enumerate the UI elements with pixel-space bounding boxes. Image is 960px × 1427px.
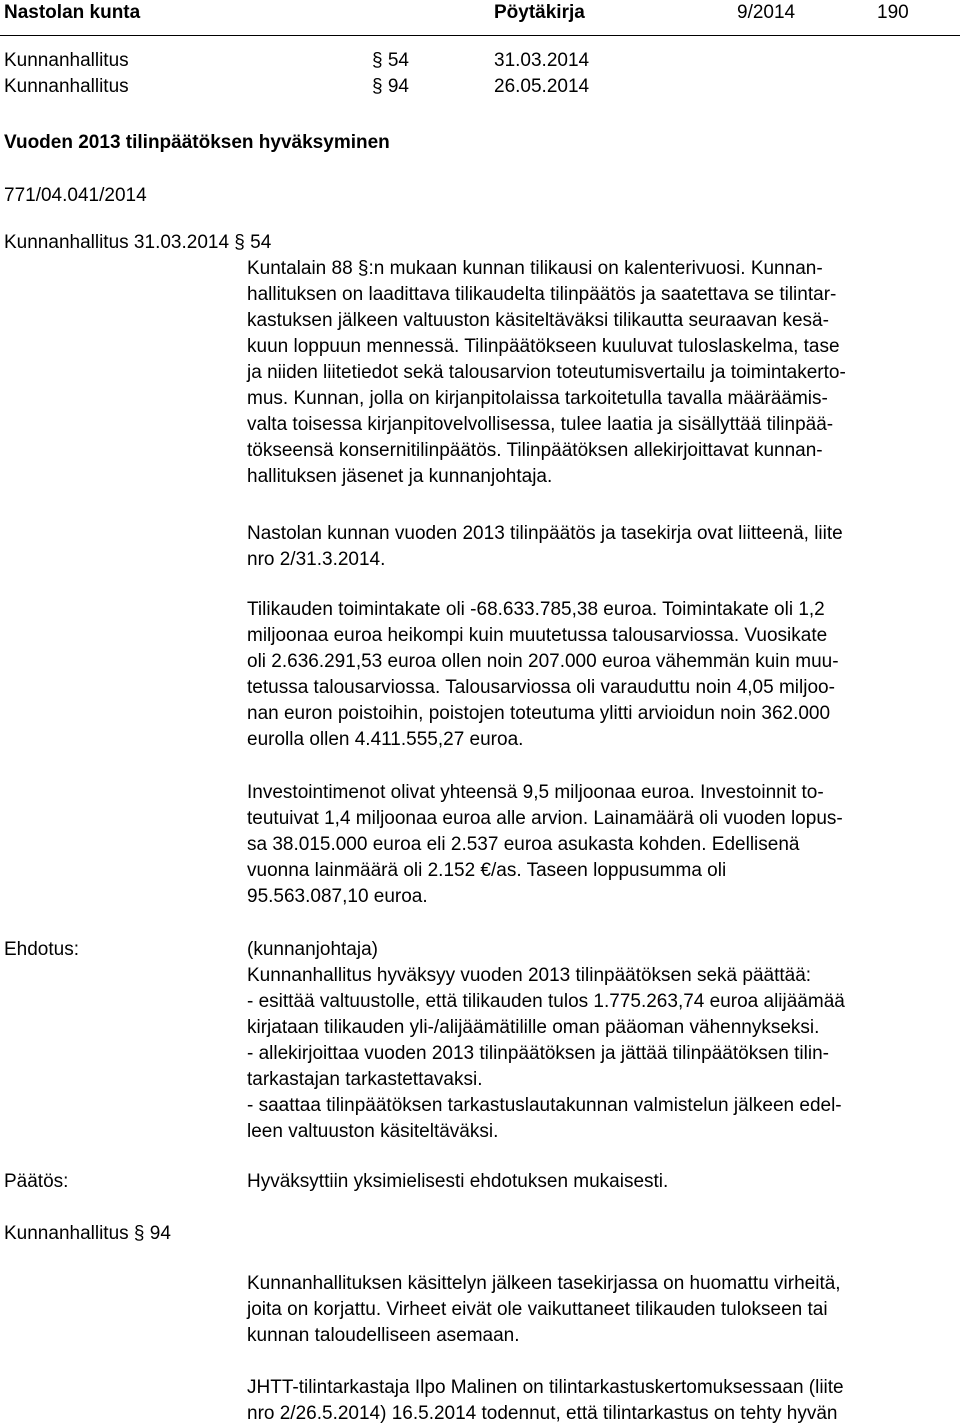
meeting-heading-1: Kunnanhallitus 31.03.2014 § 54 [4,232,272,253]
investments-paragraph [247,780,957,910]
attachment-line: Nastolan kunnan vuoden 2013 tilinpäätös ja tasekirja ovat liitteenä, liite [247,523,843,544]
proposal-text [247,937,957,1145]
results-line: tetussa talousarviossa. Talousarviossa oli varauduttu noin 4,05 miljoo- [247,677,835,698]
proposal-line: - allekirjoittaa vuoden 2013 tilinpäätöksen ja jättää tilinpäätöksen tilin- [247,1043,829,1064]
proposal-line: leen valtuuston käsiteltäväksi. [247,1121,499,1142]
intro-line: mus. Kunnan, jolla on kirjanpitolaissa tarkoitetulla tavalla määräämis- [247,388,828,409]
intro-line: kastuksen jälkeen valtuuston käsiteltäväksi tilikautta seuraavan kesä- [247,310,829,331]
investments-line: vuonna lainmäärä oli 2.152 €/as. Taseen loppusumma oli [247,860,727,881]
meeting-heading-2: Kunnanhallitus § 94 [4,1223,171,1244]
municipality-name: Nastolan kunta [4,2,141,23]
investments-line: teutuivat 1,4 miljoonaa euroa alle arvion. Lainamäärä oli vuoden lopus- [247,808,843,829]
investments-line: sa 38.015.000 euroa eli 2.537 euroa asukasta kohden. Edellisenä [247,834,800,855]
results-line: nan euron poistoihin, poistojen toteutuma ylitti arvioidun noin 362.000 [247,703,831,724]
proposal-line: kirjataan tilikauden yli-/alijäämätilille oman pääoman vähennykseksi. [247,1017,820,1038]
auditor-paragraph [247,1375,957,1427]
proposal-line: - esittää valtuustolle, että tilikauden tulos 1.775.263,74 euroa alijäämää [247,991,845,1012]
results-line: oli 2.636.291,53 euroa ollen noin 207.000 euroa vähemmän kuin muu- [247,651,839,672]
proposal-label: Ehdotus: [4,939,79,960]
attachment-paragraph [247,521,957,573]
correction-paragraph [247,1271,957,1349]
intro-line: hallituksen jäsenet ja kunnanjohtaja. [247,466,553,487]
history-date-2: 26.05.2014 [494,76,590,97]
investments-line: 95.563.087,10 euroa. [247,886,428,907]
record-number: 771/04.041/2014 [4,185,147,206]
intro-line: valta toisessa kirjanpitovelvollisessa, tulee laatia ja sisällyttää tilinpää- [247,414,834,435]
proposal-line: - saattaa tilinpäätöksen tarkastuslautakunnan valmistelun jälkeen edel- [247,1095,842,1116]
proposal-line: (kunnanjohtaja) [247,939,378,960]
results-paragraph [247,597,957,753]
intro-line: Kuntalain 88 §:n mukaan kunnan tilikausi on kalenterivuosi. Kunnan- [247,258,823,279]
history-date-1: 31.03.2014 [494,50,590,71]
proposal-line: tarkastajan tarkastettavaksi. [247,1069,483,1090]
history-section-2: § 94 [372,76,409,97]
intro-line: ja niiden liitetiedot sekä talousarvion toteutumisvertailu ja toimintakerto- [247,362,846,383]
history-body-1: Kunnanhallitus [4,50,129,71]
results-line: eurolla ollen 4.411.555,27 euroa. [247,729,524,750]
intro-line: tökseensä konsernitilinpäätös. Tilinpäätöksen allekirjoittavat kunnan- [247,440,823,461]
document-type: Pöytäkirja [494,2,585,23]
header-divider [0,35,960,36]
results-line: Tilikauden toimintakate oli -68.633.785,38 euroa. Toimintakate oli 1,2 [247,599,825,620]
correction-line: kunnan taloudelliseen asemaan. [247,1325,520,1346]
page-number: 190 [877,2,909,23]
auditor-line: JHTT-tilintarkastaja Ilpo Malinen on tilintarkastuskertomuksessaan (liite [247,1377,844,1398]
correction-line: joita on korjattu. Virheet eivät ole vaikuttaneet tilikauden tulokseen tai [247,1299,828,1320]
attachment-line: nro 2/31.3.2014. [247,549,386,570]
intro-line: kuun loppuun mennessä. Tilinpäätökseen kuuluvat tuloslaskelma, tase [247,336,840,357]
results-line: miljoonaa euroa heikompi kuin muutetussa talousarviossa. Vuosikate [247,625,828,646]
decision-label: Päätös: [4,1171,69,1192]
decision-text: Hyväksyttiin yksimielisesti ehdotuksen mukaisesti. [247,1171,669,1192]
intro-paragraph [247,256,957,490]
intro-line: hallituksen on laadittava tilikaudelta tilinpäätös ja saatettava se tilintar- [247,284,837,305]
history-body-2: Kunnanhallitus [4,76,129,97]
matter-title: Vuoden 2013 tilinpäätöksen hyväksyminen [4,132,390,153]
correction-line: Kunnanhallituksen käsittelyn jälkeen tasekirjassa on huomattu virheitä, [247,1273,841,1294]
history-section-1: § 54 [372,50,409,71]
issue-number: 9/2014 [737,2,796,23]
proposal-line: Kunnanhallitus hyväksyy vuoden 2013 tilinpäätöksen sekä päättää: [247,965,812,986]
auditor-line: nro 2/26.5.2014) 16.5.2014 todennut, että tilintarkastus on tehty hyvän [247,1403,838,1424]
investments-line: Investointimenot olivat yhteensä 9,5 miljoonaa euroa. Investoinnit to- [247,782,824,803]
